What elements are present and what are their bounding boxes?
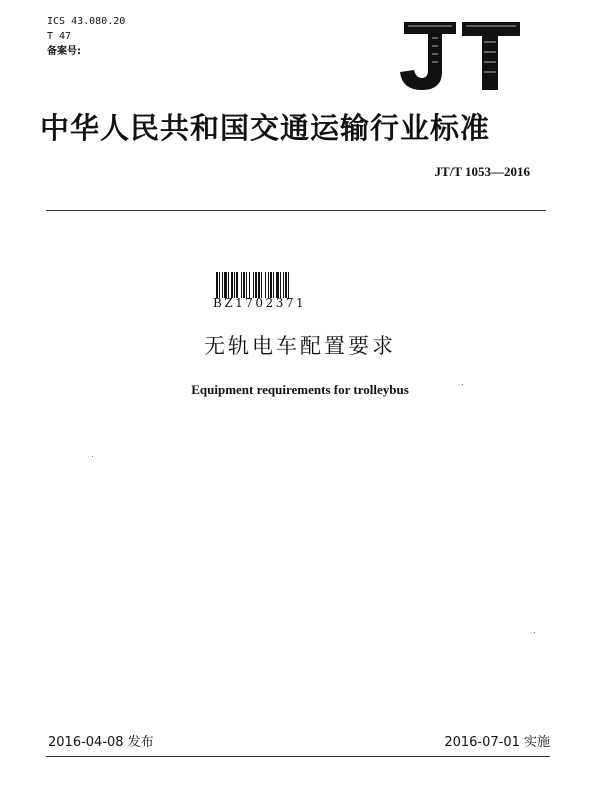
category-code: T 47 bbox=[47, 31, 72, 42]
filing-number-label: 备案号: bbox=[47, 46, 81, 57]
jt-logo-icon bbox=[396, 14, 524, 94]
barcode-number: BZ1702371 bbox=[213, 296, 307, 310]
ics-code: ICS 43.080.20 bbox=[47, 16, 126, 27]
document-title-chinese: 无轨电车配置要求 bbox=[204, 334, 396, 358]
industry-standard-title: 中华人民共和国交通运输行业标准 bbox=[40, 111, 491, 145]
header-divider bbox=[46, 210, 546, 211]
scan-speck bbox=[534, 632, 535, 633]
issue-date: 2016-04-08 发布 bbox=[48, 735, 154, 750]
standard-code: JT/T 1053—2016 bbox=[434, 164, 530, 179]
implementation-date: 2016-07-01 实施 bbox=[444, 735, 550, 750]
footer-divider bbox=[46, 756, 550, 757]
classification-block bbox=[47, 14, 125, 59]
barcode-icon bbox=[216, 272, 332, 298]
document-title-english: Equipment requirements for trolleybus bbox=[191, 382, 409, 397]
scan-speck bbox=[92, 456, 93, 457]
scan-speck bbox=[462, 384, 463, 385]
